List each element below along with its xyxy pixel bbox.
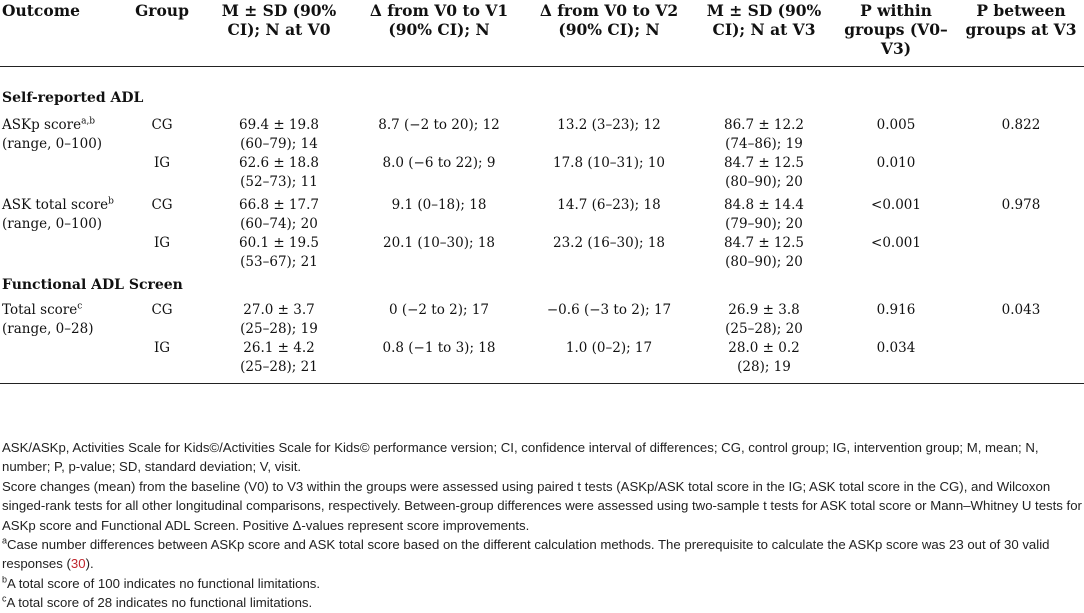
cell-v3: 86.7 ± 12.2 (74–86); 19: [723, 116, 804, 152]
reference-link[interactable]: 30: [70, 556, 86, 572]
footnote-b: $^b$A total score of 100 indicates no functional limitations.: [2, 574, 321, 591]
header-outcome: Outcome: [0, 0, 120, 66]
header-v0: M ± SD (90% CI); N at V0: [204, 0, 354, 66]
cell-v3: 26.9 ± 3.8 (25–28); 20: [725, 301, 803, 337]
cell-delta-v1: 0.8 (−1 to 3); 18: [354, 339, 524, 384]
spacer-row: [0, 66, 1084, 89]
section-row: [0, 276, 1084, 295]
cell-p-between: 0.043: [1001, 301, 1041, 318]
table-row: [0, 234, 1084, 272]
cell-delta-v2: 23.2 (16–30); 18: [552, 234, 665, 251]
header-delta-v2: Δ from V0 to V2 (90% CI); N: [524, 0, 694, 66]
table-row: [0, 154, 1084, 192]
cell-group: CG: [151, 196, 173, 213]
cell-v3: 84.8 ± 14.4 (79–90); 20: [723, 196, 804, 232]
cell-p-within: 0.916: [876, 301, 916, 318]
cell-p-between: 0.822: [1001, 116, 1041, 133]
table-row: [0, 301, 1084, 339]
header-p-within: P within groups (V0–V3): [834, 0, 958, 66]
cell-v0: 62.6 ± 18.8 (52–73); 11: [238, 154, 319, 190]
cell-delta-v2: −0.6 (−3 to 2); 17: [546, 301, 672, 318]
cell-group: IG: [153, 234, 171, 251]
table-row: [0, 196, 1084, 234]
cell-p-within: 0.010: [876, 154, 916, 171]
section-self-reported-adl: Self-reported ADL: [2, 89, 144, 106]
header-p-between: P between groups at V3: [958, 0, 1084, 66]
header-v3: M ± SD (90% CI); N at V3: [694, 0, 834, 66]
table-row: [0, 116, 1084, 154]
cell-p-within: 0.034: [834, 339, 958, 384]
cell-delta-v1: 9.1 (0–18); 18: [391, 196, 487, 213]
cell-group: IG: [120, 339, 204, 384]
outcome-total-score: Total score$^c$ (range, 0–28): [2, 301, 94, 337]
cell-p-between: 0.978: [1001, 196, 1041, 213]
spacer-row: [0, 108, 1084, 116]
section-row: [0, 89, 1084, 108]
cell-p-between: [958, 234, 1084, 272]
footnote-methods: Score changes (mean) from the baseline (V0) to V3 within the groups were assessed using paired t tests (ASKp/ASK total score in the IG; ASK total score in the CG), and Wilcoxon singed-rank tests for all other longitudinal comparisons, respectively. Between-group differences were assessed using two-sample t tests for ASK total score or Mann–Whitney U tests for ASKp score and Functional ADL Screen. Positive Δ-values represent score improvements.: [2, 478, 1082, 533]
cell-delta-v2: 1.0 (0–2); 17: [524, 339, 694, 384]
outcome-ask-total: ASK total score$^b$ (range, 0–100): [2, 196, 114, 232]
cell-p-within: <0.001: [871, 196, 921, 213]
cell-v0: 60.1 ± 19.5 (53–67); 21: [238, 234, 319, 270]
cell-delta-v1: 0 (−2 to 2); 17: [388, 301, 490, 318]
cell-delta-v2: 17.8 (10–31); 10: [552, 154, 665, 171]
cell-delta-v1: 8.0 (−6 to 22); 9: [382, 154, 496, 171]
cell-delta-v1: 20.1 (10–30); 18: [382, 234, 495, 251]
cell-p-between: [958, 339, 1084, 384]
footnote-a: $^a$Case number differences between ASKp score and ASK total score based on the different calculation methods. The prerequisite to calculate the ASKp score was 23 out of 30 valid responses (30).: [2, 535, 1050, 572]
table-footnotes: [2, 438, 1082, 613]
cell-v3: 84.7 ± 12.5 (80–90); 20: [723, 234, 804, 270]
header-delta-v1: Δ from V0 to V1 (90% CI); N: [354, 0, 524, 66]
cell-v0: 66.8 ± 17.7 (60–74); 20: [238, 196, 319, 232]
outcome-askp: ASKp score$^{a,b}$ (range, 0–100): [2, 116, 103, 152]
cell-delta-v2: 14.7 (6–23); 18: [557, 196, 661, 213]
cell-v3: 28.0 ± 0.2 (28); 19: [694, 339, 834, 384]
footnote-abbreviations: ASK/ASKp, Activities Scale for Kids©/Activities Scale for Kids© performance version; CI, confidence interval of differences; CG, control group; IG, intervention group; M, mean; N, number; P, p-value; SD, standard deviation; V, visit.: [2, 440, 1039, 475]
cell-group: IG: [153, 154, 171, 171]
cell-delta-v1: 8.7 (−2 to 20); 12: [378, 116, 500, 133]
section-functional-adl: Functional ADL Screen: [2, 276, 183, 293]
cell-group: CG: [151, 116, 173, 133]
cell-v0: 26.1 ± 4.2 (25–28); 21: [204, 339, 354, 384]
cell-p-between: [958, 154, 1084, 192]
cell-v0: 27.0 ± 3.7 (25–28); 19: [240, 301, 318, 337]
header-row: [0, 0, 1084, 66]
cell-v3: 84.7 ± 12.5 (80–90); 20: [723, 154, 804, 190]
cell-delta-v2: 13.2 (3–23); 12: [557, 116, 661, 133]
cell-group: CG: [151, 301, 173, 318]
footnote-c: $^c$A total score of 28 indicates no functional limitations.: [2, 593, 313, 611]
header-group: Group: [120, 0, 204, 66]
table-row: [0, 339, 1084, 384]
cell-p-within: <0.001: [871, 234, 921, 251]
cell-v0: 69.4 ± 19.8 (60–79); 14: [238, 116, 319, 152]
cell-p-within: 0.005: [876, 116, 916, 133]
